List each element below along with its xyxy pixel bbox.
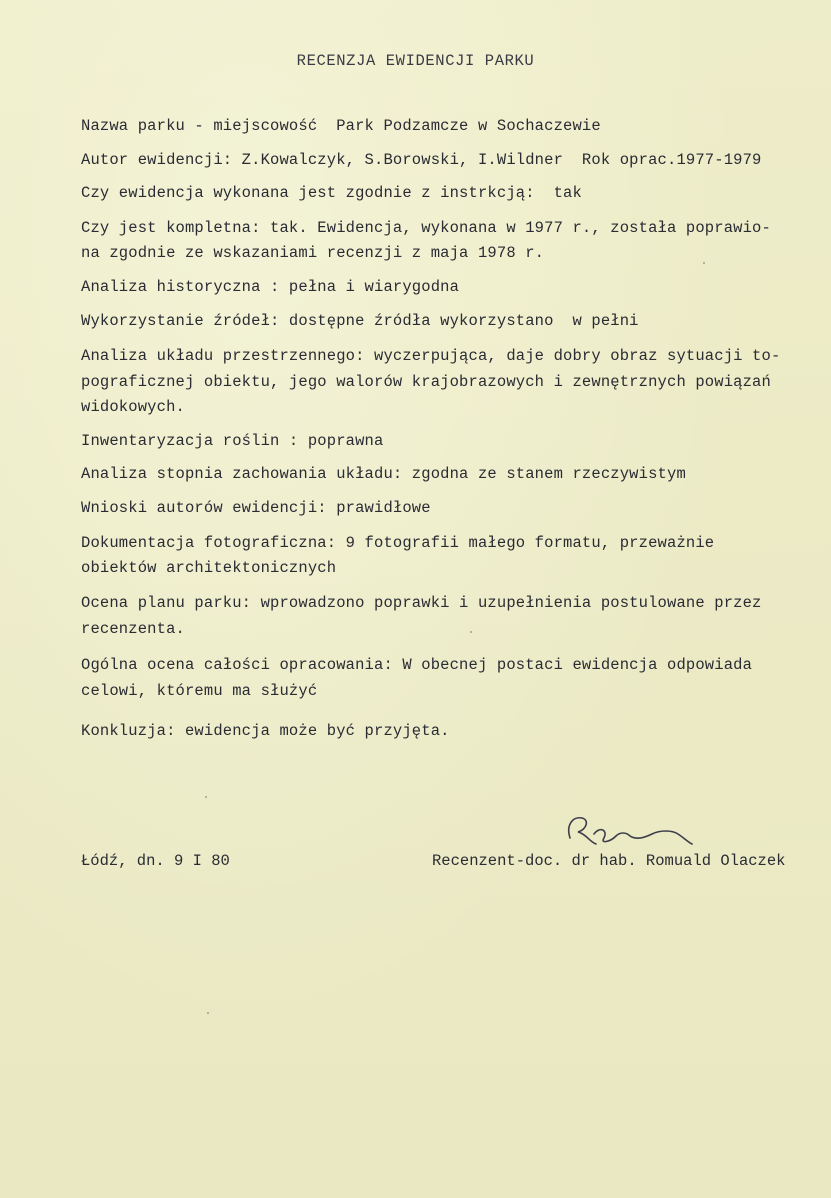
completeness-line-2: na zgodnie ze wskazaniami recenzji z maja 1978 r.: [81, 244, 545, 262]
place-date: Łódź, dn. 9 I 80: [81, 852, 230, 870]
conclusions-line: Wnioski autorów ewidencji: prawidłowe: [81, 499, 431, 517]
park-name-line: Nazwa parku - miejscowość Park Podzamcze w Sochaczewie: [81, 117, 601, 135]
photo-documentation-line-2: obiektów architektonicznych: [81, 559, 337, 577]
conclusion-line: Konkluzja: ewidencja może być przyjęta.: [81, 722, 450, 740]
paper-speck: [207, 1012, 209, 1014]
reviewer-signature-line: Recenzent-doc. dr hab. Romuald Olaczek: [432, 852, 786, 870]
author-line: Autor ewidencji: Z.Kowalczyk, S.Borowski, I.Wildner Rok oprac.1977-1979: [81, 151, 762, 169]
park-plan-line-1: Ocena planu parku: wprowadzono poprawki i uzupełnienia postulowane przez: [81, 594, 762, 612]
spatial-analysis-line-2: pograficznej obiektu, jego walorów krajobrazowych i zewnętrznych powiązań: [81, 373, 771, 391]
historical-analysis-line: Analiza historyczna : pełna i wiarygodna: [81, 278, 460, 296]
spatial-analysis-line-3: widokowych.: [81, 398, 185, 416]
spatial-analysis-line-1: Analiza układu przestrzennego: wyczerpująca, daje dobry obraz sytuacji to-: [81, 347, 781, 365]
paper-speck: [470, 631, 472, 633]
handwritten-signature: [560, 808, 710, 856]
completeness-line-1: Czy jest kompletna: tak. Ewidencja, wykonana w 1977 r., została poprawio-: [81, 219, 771, 237]
overall-assessment-line-1: Ogólna ocena całości opracowania: W obecnej postaci ewidencja odpowiada: [81, 656, 753, 674]
park-plan-line-2: recenzenta.: [81, 620, 185, 638]
overall-assessment-line-2: celowi, któremu ma służyć: [81, 682, 318, 700]
plant-inventory-line: Inwentaryzacja roślin : poprawna: [81, 432, 384, 450]
paper-speck: [703, 262, 705, 264]
instruction-compliance-line: Czy ewidencja wykonana jest zgodnie z instrkcją: tak: [81, 184, 582, 202]
photo-documentation-line-1: Dokumentacja fotograficzna: 9 fotografii małego formatu, przeważnie: [81, 534, 715, 552]
sources-line: Wykorzystanie źródeł: dostępne źródła wykorzystano w pełni: [81, 312, 639, 330]
paper-speck: [205, 796, 207, 798]
document-title: RECENZJA EWIDENCJI PARKU: [296, 52, 535, 70]
preservation-analysis-line: Analiza stopnia zachowania układu: zgodna ze stanem rzeczywistym: [81, 465, 686, 483]
